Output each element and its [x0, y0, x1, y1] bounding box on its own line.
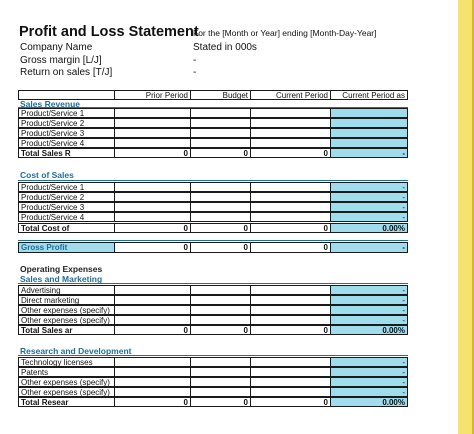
current-cell[interactable] [250, 118, 330, 128]
table-row [18, 357, 408, 367]
total-pct[interactable]: 0.00% [330, 223, 408, 233]
section-sales-marketing: Sales and Marketing [20, 274, 103, 284]
row-label[interactable]: Product/Service 1 [18, 108, 114, 118]
section-divider [18, 355, 408, 356]
pct-cell[interactable]: - [330, 315, 408, 325]
total-prior[interactable]: 0 [114, 148, 190, 158]
header-current-period-as[interactable]: Current Period as [330, 90, 408, 100]
row-label[interactable]: Product/Service 2 [18, 192, 114, 202]
current-cell[interactable] [250, 192, 330, 202]
table-row [18, 192, 408, 202]
current-cell[interactable] [250, 367, 330, 377]
pct-cell[interactable]: - [330, 202, 408, 212]
gross-budget[interactable]: 0 [190, 242, 250, 253]
company-name-label: Company Name [20, 42, 93, 53]
prior-cell[interactable] [114, 357, 190, 367]
pct-cell[interactable] [330, 118, 408, 128]
row-label[interactable]: Product/Service 2 [18, 118, 114, 128]
total-pct[interactable]: 0.00% [330, 325, 408, 335]
table-row [18, 118, 408, 128]
row-label[interactable]: Other expenses (specify) [18, 387, 114, 397]
table-row [18, 285, 408, 295]
prior-cell[interactable] [114, 212, 190, 222]
row-label[interactable]: Product/Service 1 [18, 182, 114, 192]
section-cost-of-sales: Cost of Sales [20, 170, 74, 180]
total-budget[interactable]: 0 [190, 223, 250, 233]
row-label[interactable]: Other expenses (specify) [18, 377, 114, 387]
current-cell[interactable] [250, 212, 330, 222]
prior-cell[interactable] [114, 285, 190, 295]
budget-cell[interactable] [190, 295, 250, 305]
company-units-value[interactable]: Stated in 000s [193, 42, 257, 53]
row-label[interactable]: Other expenses (specify) [18, 315, 114, 325]
pct-cell[interactable]: - [330, 367, 408, 377]
prior-cell[interactable] [114, 295, 190, 305]
row-label[interactable]: Other expenses (specify) [18, 305, 114, 315]
total-pct[interactable]: 0.00% [330, 397, 408, 407]
prior-cell[interactable] [114, 128, 190, 138]
pct-cell[interactable]: - [330, 212, 408, 222]
current-cell[interactable] [250, 285, 330, 295]
total-budget[interactable]: 0 [190, 397, 250, 407]
total-budget[interactable]: 0 [190, 325, 250, 335]
total-current[interactable]: 0 [250, 223, 330, 233]
table-row [18, 295, 408, 305]
table-row [18, 128, 408, 138]
table-row [18, 305, 408, 315]
gross-prior[interactable]: 0 [114, 242, 190, 253]
budget-cell[interactable] [190, 202, 250, 212]
total-pct[interactable]: - [330, 148, 408, 158]
total-budget[interactable]: 0 [190, 148, 250, 158]
prior-cell[interactable] [114, 192, 190, 202]
table-row [18, 108, 408, 118]
gross-profit-label[interactable]: Gross Profit [18, 242, 114, 253]
table-row [18, 377, 408, 387]
pct-cell[interactable]: - [330, 285, 408, 295]
budget-cell[interactable] [190, 138, 250, 148]
gross-current[interactable]: 0 [250, 242, 330, 253]
total-label[interactable]: Total Sales ar [18, 325, 114, 335]
current-cell[interactable] [250, 182, 330, 192]
budget-cell[interactable] [190, 305, 250, 315]
total-row [18, 223, 408, 233]
prior-cell[interactable] [114, 387, 190, 397]
budget-cell[interactable] [190, 315, 250, 325]
prior-cell[interactable] [114, 202, 190, 212]
prior-cell[interactable] [114, 108, 190, 118]
header-budget[interactable]: Budget [190, 90, 250, 100]
total-label[interactable]: Total Cost of [18, 223, 114, 233]
prior-cell[interactable] [114, 367, 190, 377]
row-label[interactable]: Technology licenses [18, 357, 114, 367]
prior-cell[interactable] [114, 305, 190, 315]
current-cell[interactable] [250, 108, 330, 118]
pct-cell[interactable]: - [330, 182, 408, 192]
current-cell[interactable] [250, 387, 330, 397]
current-cell[interactable] [250, 128, 330, 138]
prior-cell[interactable] [114, 377, 190, 387]
gross-margin-label: Gross margin [L/J] [20, 55, 102, 66]
table-row [18, 315, 408, 325]
total-prior[interactable]: 0 [114, 223, 190, 233]
gross-pct[interactable]: - [330, 242, 408, 253]
return-on-sales-label: Return on sales [T/J] [20, 67, 113, 78]
total-prior[interactable]: 0 [114, 397, 190, 407]
pct-cell[interactable] [330, 108, 408, 118]
budget-cell[interactable] [190, 212, 250, 222]
page-title: Profit and Loss Statement [19, 24, 199, 40]
current-cell[interactable] [250, 357, 330, 367]
pct-cell[interactable]: - [330, 387, 408, 397]
row-label[interactable]: Patents [18, 367, 114, 377]
row-label[interactable]: Product/Service 3 [18, 128, 114, 138]
prior-cell[interactable] [114, 315, 190, 325]
pct-cell[interactable] [330, 128, 408, 138]
table-row [18, 182, 408, 192]
pct-cell[interactable]: - [330, 295, 408, 305]
pct-cell[interactable]: - [330, 377, 408, 387]
pct-cell[interactable]: - [330, 192, 408, 202]
table-row [18, 138, 408, 148]
section-divider [18, 240, 408, 241]
section-divider [18, 283, 408, 284]
current-cell[interactable] [250, 305, 330, 315]
row-label[interactable]: Product/Service 4 [18, 138, 114, 148]
pct-cell[interactable]: - [330, 305, 408, 315]
current-cell[interactable] [250, 138, 330, 148]
total-current[interactable]: 0 [250, 325, 330, 335]
header-current-period[interactable]: Current Period [250, 90, 330, 100]
prior-cell[interactable] [114, 182, 190, 192]
gross-profit-row [18, 242, 408, 253]
section-divider [18, 180, 408, 181]
budget-cell[interactable] [190, 192, 250, 202]
section-operating-expenses: Operating Expenses [20, 264, 103, 274]
section-sales-revenue: Sales Revenue [20, 99, 81, 109]
section-research-development: Research and Development [20, 346, 132, 356]
table-row [18, 367, 408, 377]
total-label[interactable]: Total Sales R [18, 148, 114, 158]
budget-cell[interactable] [190, 367, 250, 377]
gross-margin-value[interactable]: - [193, 55, 197, 66]
total-label[interactable]: Total Resear [18, 397, 114, 407]
header-prior-period[interactable]: Prior Period [114, 90, 190, 100]
row-label[interactable]: Advertising [18, 285, 114, 295]
current-cell[interactable] [250, 202, 330, 212]
prior-cell[interactable] [114, 138, 190, 148]
total-current[interactable]: 0 [250, 148, 330, 158]
total-row [18, 148, 408, 158]
pct-cell[interactable]: - [330, 357, 408, 367]
statement-grid [18, 90, 408, 410]
total-row [18, 325, 408, 335]
total-current[interactable]: 0 [250, 397, 330, 407]
current-cell[interactable] [250, 377, 330, 387]
budget-cell[interactable] [190, 108, 250, 118]
return-on-sales-value[interactable]: - [193, 67, 197, 78]
total-row [18, 397, 408, 407]
table-row [18, 202, 408, 212]
table-row [18, 212, 408, 222]
current-cell[interactable] [250, 295, 330, 305]
total-prior[interactable]: 0 [114, 325, 190, 335]
page-subtitle: For the [Month or Year] ending [Month-Day-Year] [193, 28, 377, 38]
current-cell[interactable] [250, 315, 330, 325]
prior-cell[interactable] [114, 118, 190, 128]
table-row [18, 387, 408, 397]
budget-cell[interactable] [190, 118, 250, 128]
budget-cell[interactable] [190, 285, 250, 295]
budget-cell[interactable] [190, 128, 250, 138]
row-label[interactable]: Product/Service 4 [18, 212, 114, 222]
budget-cell[interactable] [190, 377, 250, 387]
budget-cell[interactable] [190, 182, 250, 192]
row-label[interactable]: Direct marketing [18, 295, 114, 305]
budget-cell[interactable] [190, 357, 250, 367]
row-label[interactable]: Product/Service 3 [18, 202, 114, 212]
pct-cell[interactable] [330, 138, 408, 148]
budget-cell[interactable] [190, 387, 250, 397]
